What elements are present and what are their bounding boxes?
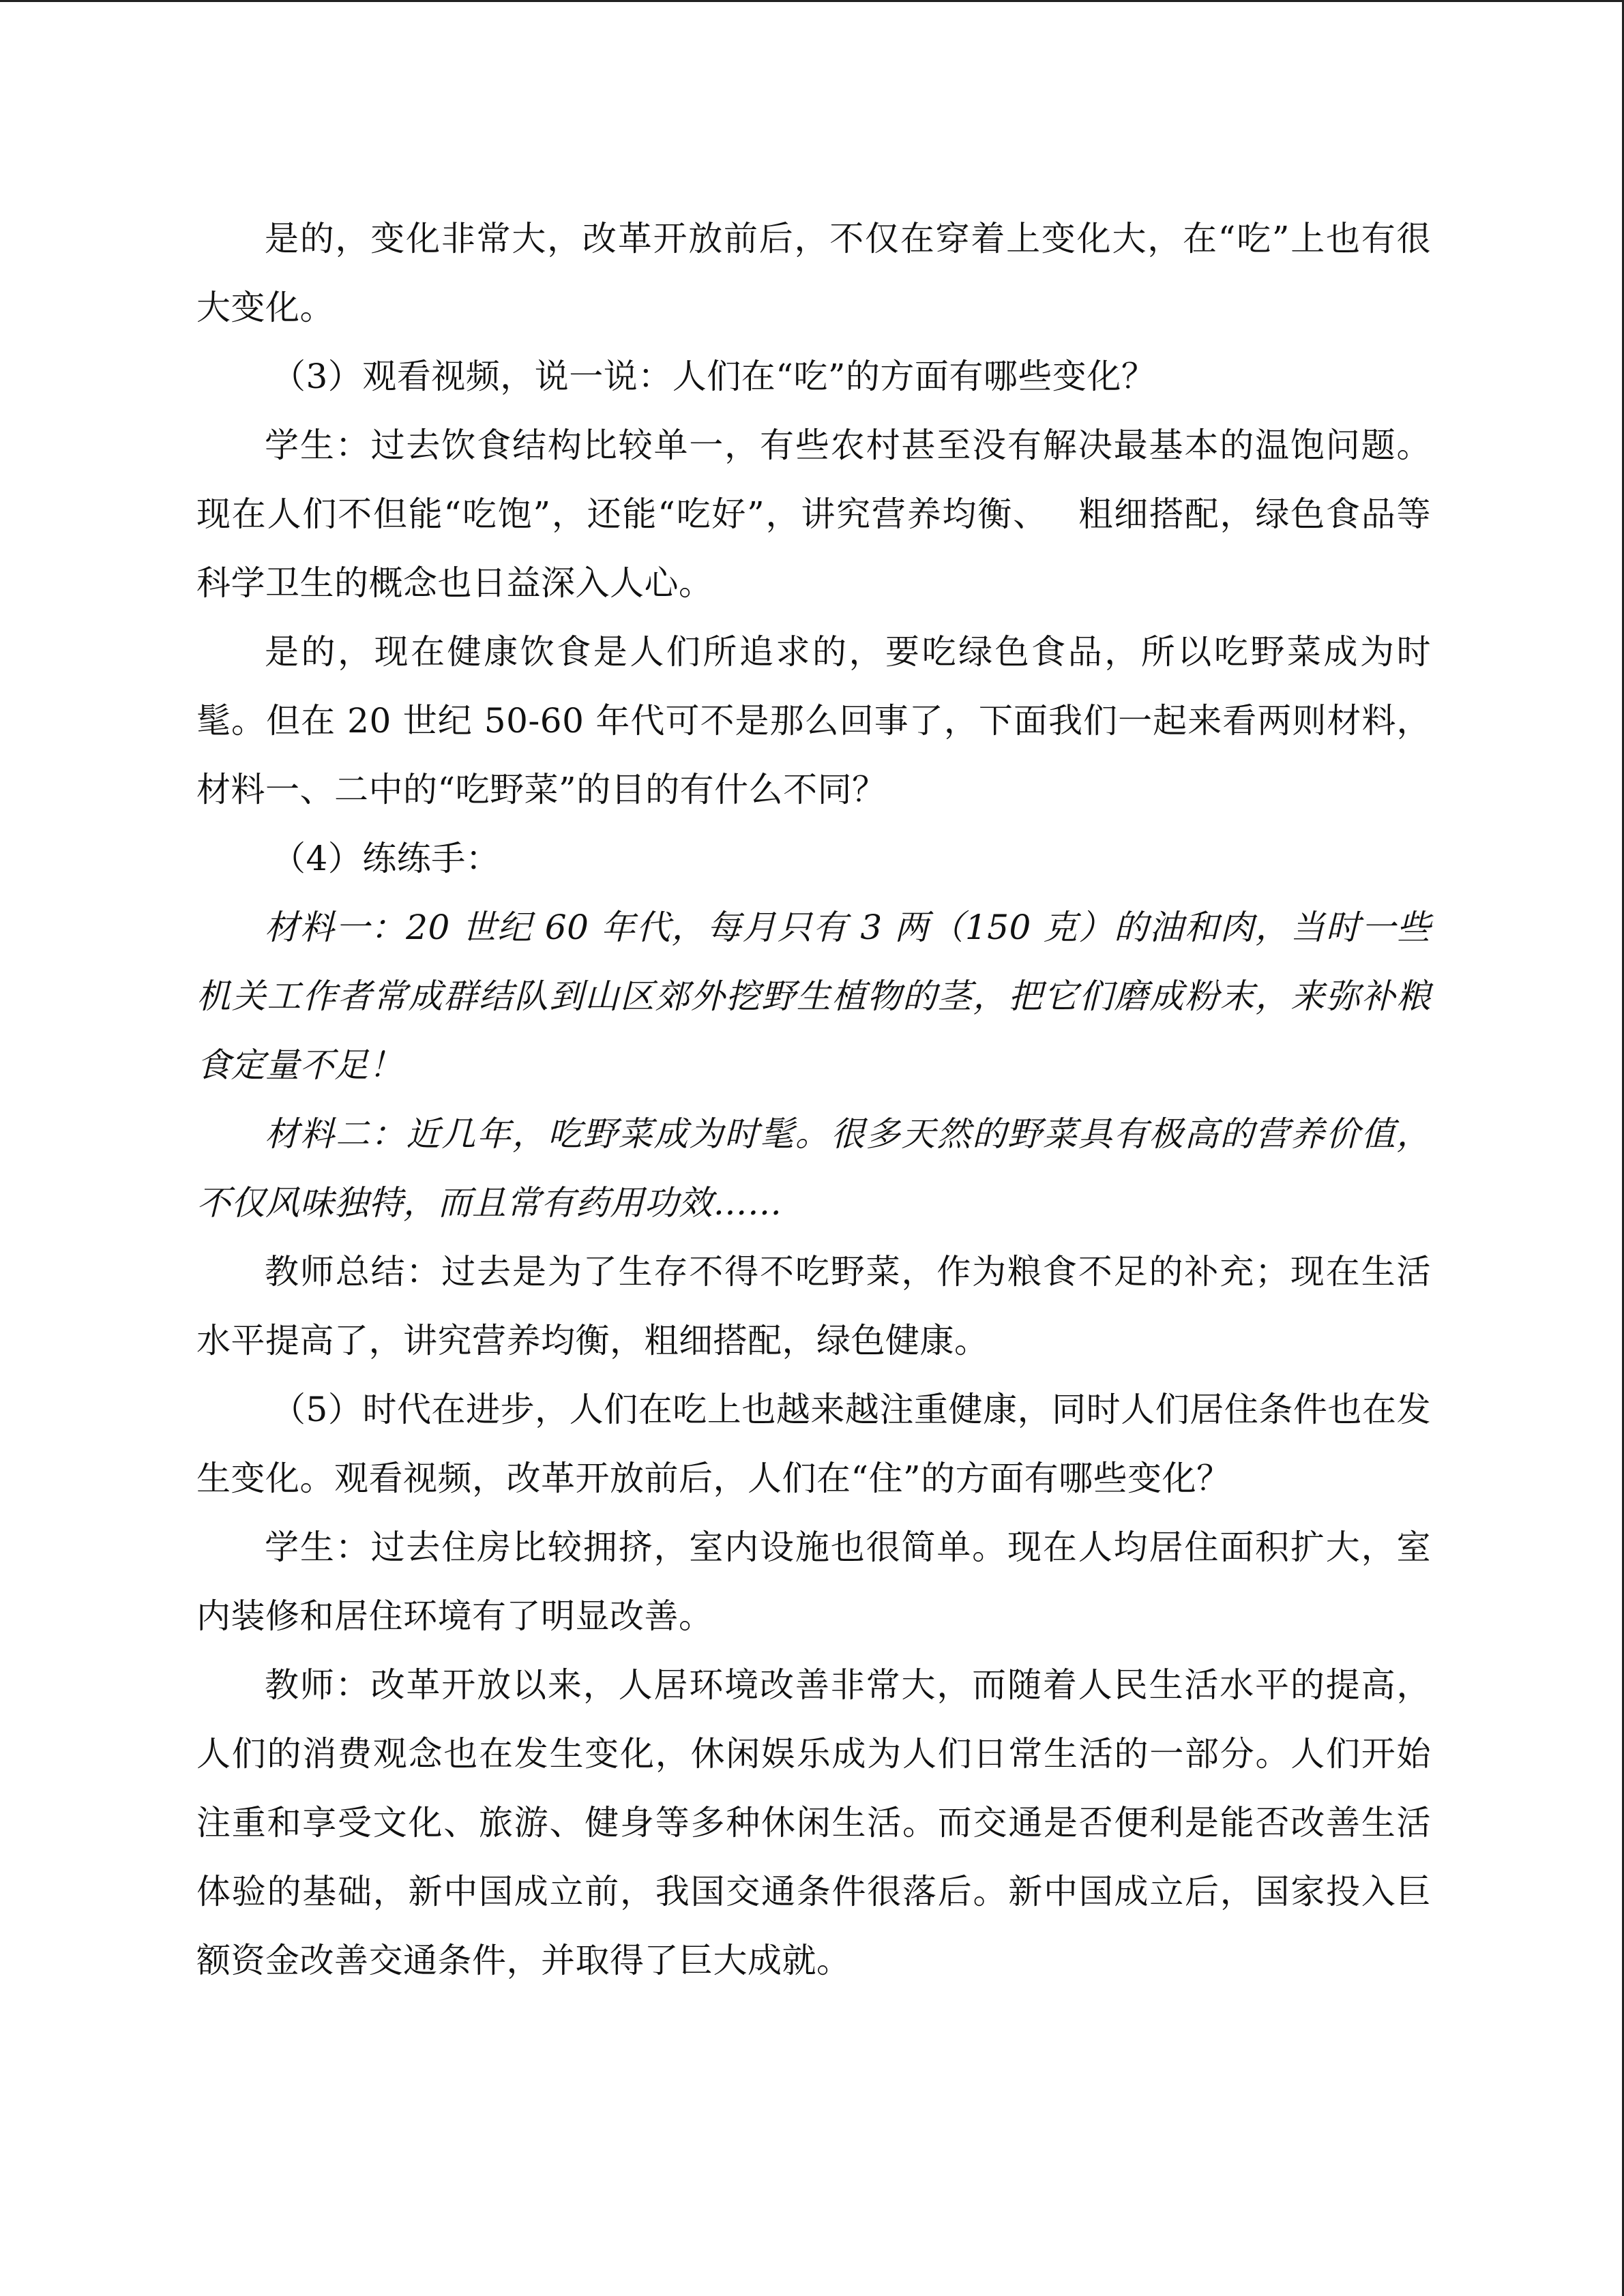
paragraph-student-answer-food: 学生：过去饮食结构比较单一，有些农村甚至没有解决最基本的温饱问题。现在人们不但能“吃饱”，还能“吃好”，讲究营养均衡、 粗细搭配，绿色食品等科学卫生的概念也日益深入人心。 — [196, 426, 1431, 603]
page-top-border — [0, 0, 1624, 2]
paragraph-step-3: （3）观看视频，说一说：人们在“吃”的方面有哪些变化？ — [271, 357, 1156, 396]
paragraph-teacher-transport: 教师：改革开放以来，人居环境改善非常大，而随着人民生活水平的提高，人们的消费观念也在发生变化，休闲娱乐成为人们日常生活的一部分。人们开始注重和享受文化、旅游、健身等多种休闲生活。而交通是否便利是能否改善生活体验的基础，新中国成立前，我国交通条件很落后。新中国成立后，国家投入巨额资金改善交通条件，并取得了巨大成就。 — [196, 1665, 1431, 1980]
paragraph-teacher-intro: 是的，变化非常大，改革开放前后，不仅在穿着上变化大，在“吃”上也有很大变化。 — [196, 219, 1431, 327]
paragraph-teacher-wild-vegetables: 是的，现在健康饮食是人们所追求的，要吃绿色食品，所以吃野菜成为时髦。但在 20 世纪 50-60 年代可不是那么回事了，下面我们一起来看两则材料，材料一、二中的“吃野菜”的目的有什么不同？ — [196, 632, 1431, 809]
paragraph-student-answer-housing: 学生：过去住房比较拥挤，室内设施也很简单。现在人均居住面积扩大，室内装修和居住环境有了明显改善。 — [196, 1527, 1431, 1636]
paragraph-material-one: 材料一：20 世纪 60 年代，每月只有 3 两（150 克）的油和肉，当时一些机关工作者常成群结队到山区郊外挖野生植物的茎，把它们磨成粉末，来弥补粮食定量不足！ — [196, 908, 1431, 1085]
paragraph-teacher-summary: 教师总结：过去是为了生存不得不吃野菜，作为粮食不足的补充；现在生活水平提高了，讲究营养均衡，粗细搭配，绿色健康。 — [196, 1252, 1431, 1360]
paragraph-material-two: 材料二：近几年，吃野菜成为时髦。很多天然的野菜具有极高的营养价值，不仅风味独特，而且常有药用功效…… — [196, 1114, 1431, 1223]
paragraph-step-5: （5）时代在进步，人们在吃上也越来越注重健康，同时人们居住条件也在发生变化。观看视频，改革开放前后，人们在“住”的方面有哪些变化？ — [196, 1390, 1431, 1498]
paragraph-step-4: （4）练练手： — [271, 839, 501, 878]
document-body — [196, 205, 1431, 1995]
